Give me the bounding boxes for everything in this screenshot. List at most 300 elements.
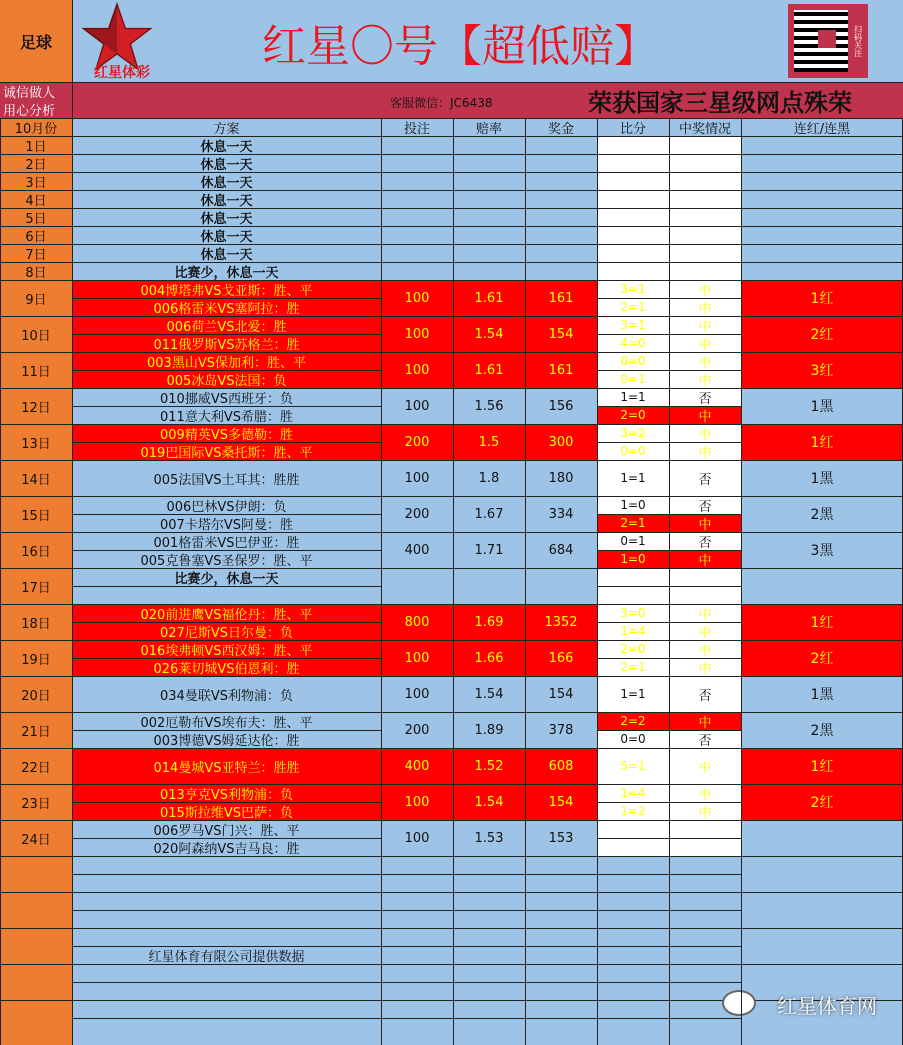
stake-cell: 200	[381, 424, 453, 460]
plan-text: 003博德VS姆延达伦：胜	[153, 733, 300, 748]
stake-cell: 100	[381, 676, 453, 712]
odds-cell	[453, 190, 525, 208]
odds-cell	[453, 154, 525, 172]
result-cell	[669, 586, 741, 604]
stake-cell	[381, 154, 453, 172]
grid-line	[0, 820, 903, 821]
score-cell: 1=1	[620, 390, 646, 404]
grid-line	[0, 964, 903, 965]
grid-line	[0, 262, 903, 263]
plan-text: 006格雷米VS塞阿拉：胜	[153, 301, 300, 316]
stake-cell: 100	[381, 316, 453, 352]
plan-text: 007卡塔尔VS阿曼：胜	[160, 517, 293, 532]
prize-cell	[525, 172, 597, 190]
result-cell: 否	[698, 535, 712, 550]
date-cell: 4日	[0, 190, 72, 208]
date-cell: 19日	[0, 640, 72, 676]
score-cell	[597, 820, 669, 838]
stake-cell	[381, 208, 453, 226]
grid-line	[72, 658, 381, 659]
grid-line	[72, 118, 73, 1045]
grid-line	[0, 154, 903, 155]
score-cell: 1=0	[597, 550, 669, 568]
grid-line	[0, 172, 903, 173]
result-cell: 中	[669, 514, 741, 532]
score-cell: 0=1	[620, 534, 646, 548]
result-cell: 中	[698, 301, 712, 316]
prize-cell: 154	[525, 316, 597, 352]
streak-cell: 2黑	[741, 496, 903, 532]
score-cell: 1=2	[620, 804, 646, 818]
prize-cell	[525, 262, 597, 280]
odds-cell: 1.5	[453, 424, 525, 460]
date-cell: 20日	[0, 676, 72, 712]
result-cell: 中	[669, 550, 741, 568]
column-header-stake: 投注	[381, 118, 453, 136]
odds-cell: 1.89	[453, 712, 525, 748]
plan-text: 休息一天	[200, 229, 253, 244]
plan-text	[72, 586, 381, 604]
score-cell: 1=1	[620, 687, 646, 701]
score-cell	[597, 244, 669, 262]
odds-cell: 1.54	[453, 676, 525, 712]
prize-cell: 153	[525, 820, 597, 856]
score-cell	[597, 136, 669, 154]
grid-line	[72, 1018, 741, 1019]
streak-cell	[741, 208, 903, 226]
score-cell: 5=1	[620, 759, 646, 773]
plan-text: 休息一天	[200, 211, 253, 226]
grid-line	[72, 334, 381, 335]
grid-line	[597, 118, 598, 1045]
plan-text: 比赛少，休息一天	[174, 571, 279, 586]
stake-cell: 100	[381, 820, 453, 856]
grid-line	[0, 316, 903, 317]
score-cell	[597, 172, 669, 190]
plan-text: 比赛少，休息一天	[174, 265, 279, 280]
score-cell: 1=0	[620, 498, 646, 512]
prize-cell: 300	[525, 424, 597, 460]
score-cell: 2=1	[620, 660, 646, 674]
date-cell-empty	[0, 892, 72, 928]
result-cell: 否	[698, 499, 712, 514]
score-cell: 2=0	[620, 642, 646, 656]
score-cell: 3=0	[620, 606, 646, 620]
grid-line	[0, 784, 903, 785]
column-header-prize: 奖金	[525, 118, 597, 136]
plan-text: 019巴国际VS桑托斯：胜、平	[140, 445, 313, 460]
score-cell: 1=4	[620, 786, 646, 800]
corner-label: 足球	[0, 0, 72, 82]
prize-cell	[525, 208, 597, 226]
grid-line	[453, 118, 454, 1045]
plan-text: 休息一天	[200, 247, 253, 262]
grid-line	[0, 226, 903, 227]
grid-line	[72, 370, 381, 371]
grid-line	[72, 730, 381, 731]
stake-cell: 100	[381, 352, 453, 388]
footer-credit: 红星体育有限公司提供数据	[148, 949, 305, 964]
slogan-1: 诚信做人	[0, 82, 72, 100]
result-cell: 中	[698, 283, 712, 298]
streak-cell	[741, 172, 903, 190]
plan-text: 002厄勒布VS埃布夫：胜、平	[140, 715, 313, 730]
grid-line	[72, 298, 381, 299]
score-cell	[597, 190, 669, 208]
stake-cell	[381, 172, 453, 190]
grid-line	[0, 568, 903, 569]
grid-line	[381, 118, 382, 1045]
date-cell: 11日	[0, 352, 72, 388]
result-cell: 中	[669, 406, 741, 424]
score-cell: 0=0	[620, 354, 646, 368]
result-cell: 中	[698, 337, 712, 352]
result-cell	[669, 568, 741, 586]
grid-line	[0, 604, 903, 605]
grid-line	[525, 118, 526, 1045]
streak-cell: 1黑	[741, 676, 903, 712]
honor-text: 荣获国家三星级网点殊荣	[588, 87, 852, 117]
result-cell	[669, 136, 741, 154]
grid-line	[0, 136, 903, 137]
score-cell: 0=0	[620, 444, 646, 458]
result-cell: 中	[698, 787, 712, 802]
grid-line	[72, 838, 381, 839]
grid-line	[0, 856, 903, 857]
odds-cell: 1.54	[453, 784, 525, 820]
result-cell	[669, 154, 741, 172]
date-cell: 18日	[0, 604, 72, 640]
result-cell: 否	[698, 688, 712, 704]
date-cell: 23日	[0, 784, 72, 820]
streak-cell: 2红	[741, 640, 903, 676]
stake-cell: 100	[381, 460, 453, 496]
odds-cell	[453, 262, 525, 280]
score-cell: 2=1	[597, 514, 669, 532]
plan-text: 027尼斯VS日尔曼：负	[160, 625, 293, 640]
column-header-result: 中奖情况	[669, 118, 741, 136]
plan-text: 005法国VS土耳其：胜胜	[153, 472, 300, 488]
date-cell: 6日	[0, 226, 72, 244]
slogan-2: 用心分析	[0, 100, 72, 118]
score-cell	[597, 262, 669, 280]
streak-cell	[741, 226, 903, 244]
stake-cell: 100	[381, 280, 453, 316]
prize-cell: 180	[525, 460, 597, 496]
stake-cell: 200	[381, 712, 453, 748]
odds-cell: 1.8	[453, 460, 525, 496]
result-cell: 中	[698, 319, 712, 334]
date-cell: 9日	[0, 280, 72, 316]
streak-cell: 3红	[741, 352, 903, 388]
date-cell: 16日	[0, 532, 72, 568]
streak-cell	[741, 262, 903, 280]
score-cell: 2=1	[620, 300, 646, 314]
prize-cell	[525, 244, 597, 262]
score-cell: 4=0	[620, 336, 646, 350]
stake-cell	[381, 136, 453, 154]
date-cell: 22日	[0, 748, 72, 784]
grid-line	[72, 550, 381, 551]
wechat-contact: 客服微信：JC6438	[390, 95, 493, 110]
odds-cell: 1.54	[453, 316, 525, 352]
prize-cell: 156	[525, 388, 597, 424]
result-cell	[669, 820, 741, 838]
score-cell: 1=4	[620, 624, 646, 638]
empty-cell	[453, 1000, 525, 1045]
odds-cell: 1.61	[453, 352, 525, 388]
stake-cell: 400	[381, 532, 453, 568]
qr-caption: 扫码关注	[848, 4, 868, 78]
plan-text: 011俄罗斯VS苏格兰：胜	[153, 337, 300, 352]
result-cell: 中	[698, 355, 712, 370]
score-cell: 3=2	[620, 426, 646, 440]
stake-cell: 100	[381, 784, 453, 820]
grid-line	[0, 892, 903, 893]
prize-cell	[525, 226, 597, 244]
plan-text: 011意大利VS希腊：胜	[160, 409, 293, 424]
streak-cell	[741, 136, 903, 154]
date-cell: 10日	[0, 316, 72, 352]
score-cell	[597, 838, 669, 856]
grid-line	[72, 802, 381, 803]
grid-line	[0, 460, 903, 461]
plan-text: 020前进鹰VS福伦丹：胜、平	[140, 607, 313, 622]
date-cell: 14日	[0, 460, 72, 496]
result-cell: 否	[698, 391, 712, 406]
grid-line	[0, 388, 903, 389]
empty-cell	[72, 1000, 381, 1045]
stake-cell: 100	[381, 388, 453, 424]
prize-cell	[525, 154, 597, 172]
column-header-streak: 连红/连黑	[741, 118, 903, 136]
result-cell: 中	[698, 805, 712, 820]
grid-line	[0, 190, 903, 191]
plan-text: 013亨克VS利物浦：负	[160, 787, 293, 802]
result-cell: 否	[698, 733, 712, 748]
odds-cell: 1.53	[453, 820, 525, 856]
plan-text: 026莱切城VS伯恩利：胜	[153, 661, 300, 676]
date-cell: 24日	[0, 820, 72, 856]
plan-text: 006巴林VS伊朗：负	[166, 499, 287, 514]
empty-cell	[741, 928, 903, 964]
date-cell: 1日	[0, 136, 72, 154]
stake-cell: 400	[381, 748, 453, 784]
date-cell-empty	[0, 928, 72, 964]
plan-text: 006罗马VS门兴：胜、平	[153, 823, 300, 838]
prize-cell: 161	[525, 352, 597, 388]
result-cell: 中	[698, 760, 712, 776]
date-cell: 2日	[0, 154, 72, 172]
odds-cell: 1.66	[453, 640, 525, 676]
grid-line	[0, 424, 903, 425]
score-cell: 2=0	[597, 406, 669, 424]
date-cell: 5日	[0, 208, 72, 226]
odds-cell: 1.52	[453, 748, 525, 784]
streak-cell: 2红	[741, 316, 903, 352]
streak-cell: 1红	[741, 604, 903, 640]
grid-line	[72, 910, 741, 911]
prize-cell: 161	[525, 280, 597, 316]
streak-cell: 1红	[741, 748, 903, 784]
grid-line	[72, 442, 381, 443]
empty-cell	[525, 1000, 597, 1045]
streak-cell: 2黑	[741, 712, 903, 748]
streak-cell: 1红	[741, 424, 903, 460]
grid-line	[0, 352, 903, 353]
grid-line	[0, 532, 903, 533]
streak-cell	[741, 568, 903, 604]
date-cell: 12日	[0, 388, 72, 424]
stake-cell	[381, 226, 453, 244]
prize-cell	[525, 568, 597, 604]
prize-cell: 684	[525, 532, 597, 568]
result-cell	[669, 226, 741, 244]
prize-cell: 378	[525, 712, 597, 748]
empty-cell	[741, 892, 903, 928]
score-cell	[597, 154, 669, 172]
prize-cell	[525, 190, 597, 208]
odds-cell: 1.69	[453, 604, 525, 640]
score-cell: 2=2	[597, 712, 669, 730]
stake-cell: 800	[381, 604, 453, 640]
plan-text: 006荷兰VS北爱：胜	[166, 319, 287, 334]
score-cell: 3=1	[620, 318, 646, 332]
date-cell-empty	[0, 1000, 72, 1045]
stake-cell	[381, 190, 453, 208]
grid-line	[0, 244, 903, 245]
grid-line	[72, 514, 381, 515]
prize-cell: 608	[525, 748, 597, 784]
logo-text: 红星体彩	[94, 65, 150, 81]
result-cell	[669, 244, 741, 262]
score-cell	[597, 208, 669, 226]
column-header-score: 比分	[597, 118, 669, 136]
streak-cell: 1红	[741, 280, 903, 316]
result-cell: 中	[698, 373, 712, 388]
grid-line	[72, 586, 381, 587]
grid-line	[0, 118, 903, 119]
result-cell: 中	[669, 712, 741, 730]
qr-center-icon	[818, 30, 836, 48]
wechat-icon	[722, 990, 756, 1016]
plan-text: 休息一天	[200, 157, 253, 172]
plan-text: 001格雷米VS巴伊亚：胜	[153, 535, 300, 550]
grid-line	[72, 982, 741, 983]
odds-cell: 1.56	[453, 388, 525, 424]
grid-line	[72, 406, 381, 407]
plan-text: 休息一天	[200, 193, 253, 208]
streak-cell: 1黑	[741, 388, 903, 424]
plan-text: 005克鲁塞VS圣保罗：胜、平	[140, 553, 313, 568]
empty-cell	[597, 1000, 669, 1045]
grid-line	[0, 82, 903, 83]
odds-cell	[453, 208, 525, 226]
odds-cell	[453, 172, 525, 190]
result-cell: 中	[698, 607, 712, 622]
result-cell: 中	[698, 445, 712, 460]
date-cell-empty	[0, 856, 72, 892]
grid-line	[0, 118, 1, 1045]
score-cell	[597, 226, 669, 244]
prize-cell: 154	[525, 784, 597, 820]
streak-cell	[741, 190, 903, 208]
streak-cell	[741, 244, 903, 262]
prize-cell: 154	[525, 676, 597, 712]
score-cell: 0=1	[620, 372, 646, 386]
stake-cell: 100	[381, 640, 453, 676]
streak-cell: 3黑	[741, 532, 903, 568]
odds-cell	[453, 136, 525, 154]
grid-line	[72, 622, 381, 623]
plan-text: 009精英VS多德勒：胜	[160, 427, 293, 442]
date-cell: 8日	[0, 262, 72, 280]
result-cell	[669, 262, 741, 280]
red-star-logo-icon	[82, 2, 152, 72]
plan-text: 004博塔弗VS戈亚斯：胜、平	[140, 283, 313, 298]
date-cell: 21日	[0, 712, 72, 748]
plan-text: 休息一天	[200, 139, 253, 154]
result-cell	[669, 208, 741, 226]
grid-line	[72, 874, 741, 875]
plan-text: 034曼联VS利物浦：负	[160, 688, 293, 704]
plan-text: 005冰岛VS法国：负	[166, 373, 287, 388]
prize-cell: 166	[525, 640, 597, 676]
streak-cell	[741, 154, 903, 172]
result-cell: 中	[698, 625, 712, 640]
result-cell: 中	[698, 643, 712, 658]
plan-text: 003黑山VS保加利：胜、平	[147, 355, 306, 370]
grid-line	[0, 748, 903, 749]
plan-text: 020阿森纳VS吉马良：胜	[153, 841, 300, 856]
prize-cell: 334	[525, 496, 597, 532]
odds-cell: 1.71	[453, 532, 525, 568]
score-cell: 3=1	[620, 282, 646, 296]
result-cell	[669, 172, 741, 190]
grid-line	[0, 280, 903, 281]
plan-text: 015斯拉维VS巴萨：负	[160, 805, 293, 820]
odds-cell	[453, 226, 525, 244]
stake-cell	[381, 568, 453, 604]
result-cell	[669, 190, 741, 208]
prize-cell: 1352	[525, 604, 597, 640]
empty-cell	[741, 856, 903, 892]
score-cell: 0=0	[620, 732, 646, 746]
odds-cell: 1.61	[453, 280, 525, 316]
streak-cell: 2红	[741, 784, 903, 820]
column-header-month: 10月份	[0, 118, 72, 136]
grid-line	[0, 496, 903, 497]
score-cell	[597, 568, 669, 586]
date-cell: 3日	[0, 172, 72, 190]
grid-line	[0, 676, 903, 677]
stake-cell	[381, 262, 453, 280]
date-cell: 7日	[0, 244, 72, 262]
result-cell: 中	[698, 427, 712, 442]
result-cell: 否	[698, 472, 712, 488]
odds-cell: 1.67	[453, 496, 525, 532]
streak-cell: 1黑	[741, 460, 903, 496]
empty-cell	[381, 1000, 453, 1045]
grid-line	[741, 118, 742, 1045]
odds-cell	[453, 568, 525, 604]
date-cell-empty	[0, 964, 72, 1000]
plan-text: 休息一天	[200, 175, 253, 190]
result-cell: 中	[698, 661, 712, 676]
main-title: 红星〇号【超低赔】	[262, 21, 658, 72]
prize-cell	[525, 136, 597, 154]
date-cell: 17日	[0, 568, 72, 604]
